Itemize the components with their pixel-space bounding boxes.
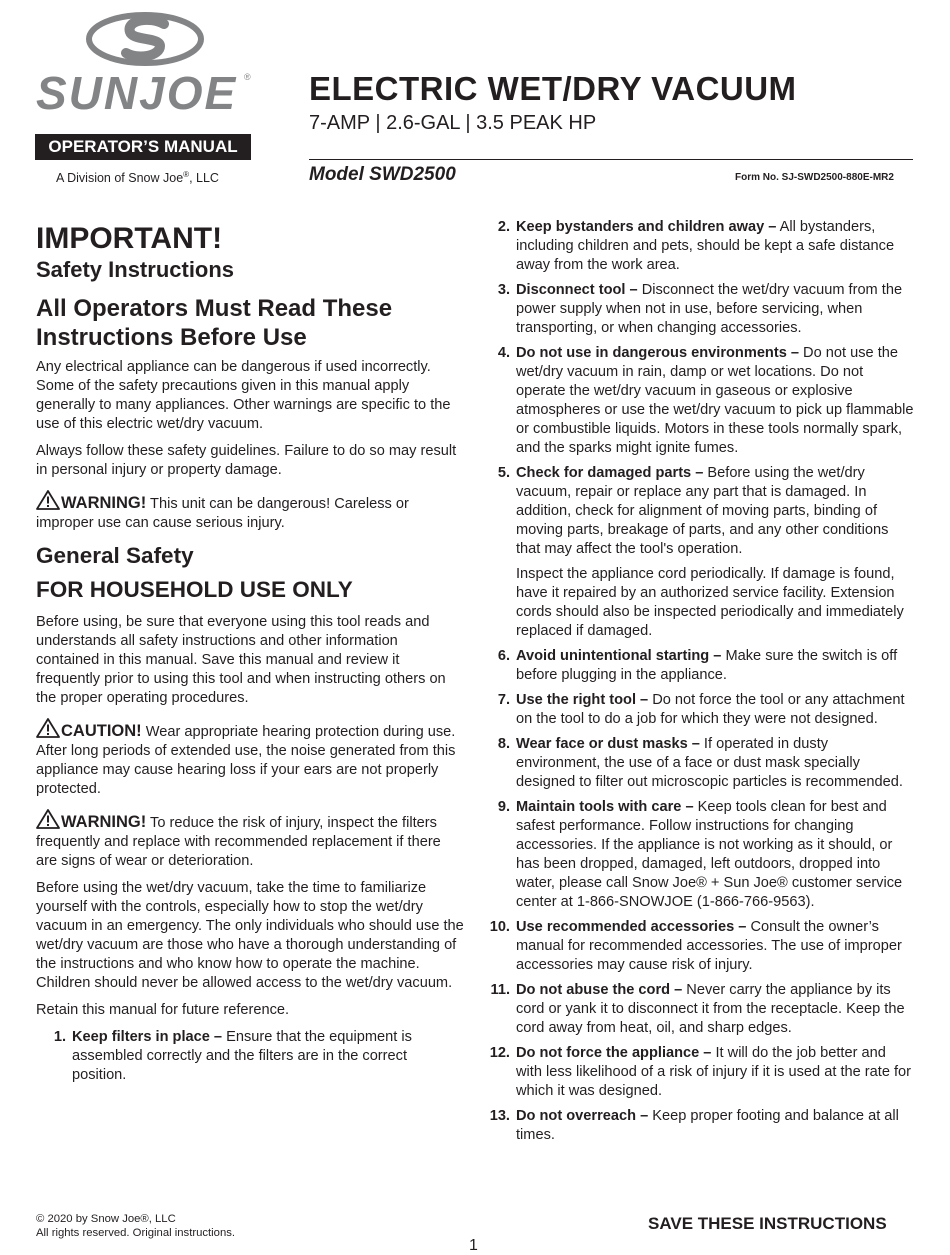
item-lead: Do not force the appliance –	[516, 1045, 712, 1061]
item-number: 3.	[497, 282, 510, 298]
item-extra-paragraph: Inspect the appliance cord periodically. If damage is found, have it repaired by an authorized service facility. Extension cords should also be inspected periodically and immediately replaced if damaged.	[516, 566, 904, 639]
must-read-line-1: All Operators Must Read These	[36, 295, 393, 322]
must-read-heading	[36, 294, 464, 352]
copyright-line-2: All rights reserved. Original instructions.	[36, 1227, 236, 1239]
item-lead: Do not use in dangerous environments –	[516, 345, 799, 361]
document-title: ELECTRIC WET/DRY VACUUM	[309, 70, 797, 107]
item-lead: Do not abuse the cord –	[516, 982, 683, 998]
must-read-line-2: Instructions Before Use	[36, 324, 307, 351]
item-number: 9.	[497, 799, 510, 815]
warning-triangle-icon	[36, 490, 60, 510]
item-lead: Use the right tool –	[516, 692, 649, 708]
item-lead: Check for damaged parts –	[516, 465, 704, 481]
right-column	[488, 218, 914, 1151]
warning-text: This unit can be dangerous! Careless or improper use can cause serious injury.	[36, 496, 409, 531]
general-safety-heading: General Safety	[36, 543, 194, 568]
form-number: Form No. SJ-SWD2500-880E-MR2	[735, 172, 894, 183]
list-item	[488, 647, 914, 685]
item-number: 13.	[489, 1108, 510, 1124]
warning-label: WARNING!	[61, 813, 147, 831]
item-text: All bystanders, including children and pets, should be kept a safe distance away from the work area.	[516, 219, 895, 273]
division-line	[56, 170, 219, 185]
item-lead: Keep bystanders and children away –	[516, 219, 777, 235]
caution-label: CAUTION!	[61, 722, 142, 740]
warning-notice-2	[36, 809, 464, 871]
sunjoe-logo-icon	[86, 12, 204, 66]
division-prefix: A Division of Snow Joe	[56, 171, 184, 186]
item-lead: Maintain tools with care –	[516, 799, 694, 815]
caution-text: Wear appropriate hearing protection during use. After long periods of extended use, the noise generated from this appliance may cause hearing loss if your ears are not properly protected.	[36, 724, 456, 797]
item-lead: Do not overreach –	[516, 1108, 649, 1124]
warning-triangle-icon	[36, 809, 60, 829]
item-lead: Keep filters in place –	[72, 1029, 223, 1045]
item-text: Disconnect the wet/dry vacuum from the power supply when not in use, before servicing, when transporting, or when changing accessories.	[516, 282, 903, 336]
left-column	[36, 218, 464, 1091]
document-subtitle: 7-AMP | 2.6-GAL | 3.5 PEAK HP	[309, 112, 597, 134]
list-item	[488, 344, 914, 458]
list-item	[488, 1107, 914, 1145]
item-lead: Use recommended accessories –	[516, 919, 747, 935]
retain-paragraph: Retain this manual for future reference.	[36, 1002, 290, 1018]
item-number: 11.	[490, 982, 510, 998]
list-item	[488, 464, 914, 641]
item-text: Keep proper footing and balance at all times.	[516, 1108, 899, 1143]
division-registered: ®	[183, 170, 190, 179]
item-number: 8.	[497, 736, 510, 752]
list-item	[488, 918, 914, 975]
item-text: Ensure that the equipment is assembled correctly and the filters are in the correct position.	[72, 1029, 412, 1083]
item-number: 6.	[497, 648, 510, 664]
warning-notice-1	[36, 490, 464, 533]
model-number: Model SWD2500	[309, 164, 456, 185]
item-text: Keep tools clean for best and safest performance. Follow instructions for changing accessories. If the appliance is not working as it should, or has been dropped, damaged, left outdoors, dropped into water, please call Snow Joe® + Sun Joe® customer service center at 1-866-SNOWJOE (1-866-766-9563).	[516, 799, 903, 910]
list-item	[488, 798, 914, 912]
item-lead: Disconnect tool –	[516, 282, 638, 298]
brand-registered-mark: ®	[244, 72, 251, 82]
item-number: 2.	[497, 219, 510, 235]
household-use-heading: FOR HOUSEHOLD USE ONLY	[36, 577, 353, 602]
warning-text: To reduce the risk of injury, inspect the filters frequently and replace with recommended replacement if there are signs of wear or deterioration.	[36, 815, 441, 869]
warning-label: WARNING!	[61, 494, 147, 512]
list-item	[488, 735, 914, 792]
item-text: Do not force the tool or any attachment on the tool to do a job for which they were not designed.	[516, 692, 905, 727]
list-item	[488, 218, 914, 275]
item-text: Do not use the wet/dry vacuum in rain, damp or wet locations. Do not operate the wet/dry vacuum in gaseous or explosive atmospheres or use the wet/dry vacuum to pick up flammable or combustible liquids. Motors in these tools normally spark, and the sparks might ignite fumes.	[516, 345, 914, 456]
item-text: It will do the job better and with less likelihood of a risk of injury if it is used at the rate for which it was designed.	[516, 1045, 912, 1099]
operators-manual-band: OPERATOR’S MANUAL	[35, 134, 251, 160]
item-number: 7.	[497, 692, 510, 708]
familiarize-paragraph: Before using the wet/dry vacuum, take the time to familiarize yourself with the controls, especially how to stop the wet/dry vacuum in an emergency. The only individuals who should use the wet/dry vacuum are those who have a thorough understanding of the instructions and who know how to operate the machine. Children should never be allowed access to the wet/dry vacuum.	[36, 880, 464, 991]
guidelines-paragraph: Always follow these safety guidelines. Failure to do so may result in personal injury or property damage.	[36, 443, 457, 478]
right-safety-list	[488, 218, 914, 1145]
list-item	[488, 981, 914, 1038]
list-item	[44, 1028, 464, 1085]
caution-triangle-icon	[36, 718, 60, 738]
header-rule	[309, 159, 913, 160]
list-item	[488, 691, 914, 729]
item-text: If operated in dusty environment, the use of a face or dust mask specially designed to filter out microscopic particles is recommended.	[516, 736, 903, 790]
item-number: 4.	[497, 345, 510, 361]
brand-logotype: SUNJOE	[36, 67, 238, 119]
left-safety-list	[44, 1028, 464, 1085]
intro-paragraph: Any electrical appliance can be dangerous if used incorrectly. Some of the safety precautions given in this manual apply generally to many appliances. Other warnings are specific to the use of this electric wet/dry vacuum.	[36, 359, 451, 432]
list-item	[488, 1044, 914, 1101]
page-number: 1	[469, 1237, 478, 1254]
item-text: Never carry the appliance by its cord or yank it to disconnect it from the receptacle. Keep the cord away from heat, oil, and sharp edges.	[516, 982, 905, 1036]
safety-instructions-heading: Safety Instructions	[36, 257, 235, 282]
item-text: Consult the owner’s manual for recommended accessories. The use of improper accessories may cause risk of injury.	[516, 919, 902, 973]
item-text: Make sure the switch is off before plugging in the appliance.	[516, 648, 898, 683]
copyright-notice	[36, 1212, 235, 1240]
save-instructions-notice: SAVE THESE INSTRUCTIONS	[648, 1214, 887, 1233]
caution-notice	[36, 718, 464, 799]
important-heading: IMPORTANT!	[36, 222, 223, 255]
item-lead: Avoid unintentional starting –	[516, 648, 722, 664]
item-lead: Wear face or dust masks –	[516, 736, 700, 752]
item-text: Before using the wet/dry vacuum, repair or replace any part that is damaged. In addition, check for alignment of moving parts, binding of moving parts, breakage of parts, and any other conditions that may affect the tool's operation.	[516, 465, 889, 557]
item-number: 5.	[497, 465, 510, 481]
division-suffix: , LLC	[189, 171, 219, 186]
copyright-line-1: © 2020 by Snow Joe®, LLC	[36, 1213, 176, 1225]
item-number: 12.	[489, 1045, 510, 1061]
item-number: 1.	[53, 1029, 66, 1045]
item-number: 10.	[489, 919, 510, 935]
list-item	[488, 281, 914, 338]
before-using-paragraph: Before using, be sure that everyone using this tool reads and understands all safety instructions and other information contained in this manual. Save this manual and review it frequently prior to using this tool and when instructing others on the proper operating procedures.	[36, 614, 446, 706]
